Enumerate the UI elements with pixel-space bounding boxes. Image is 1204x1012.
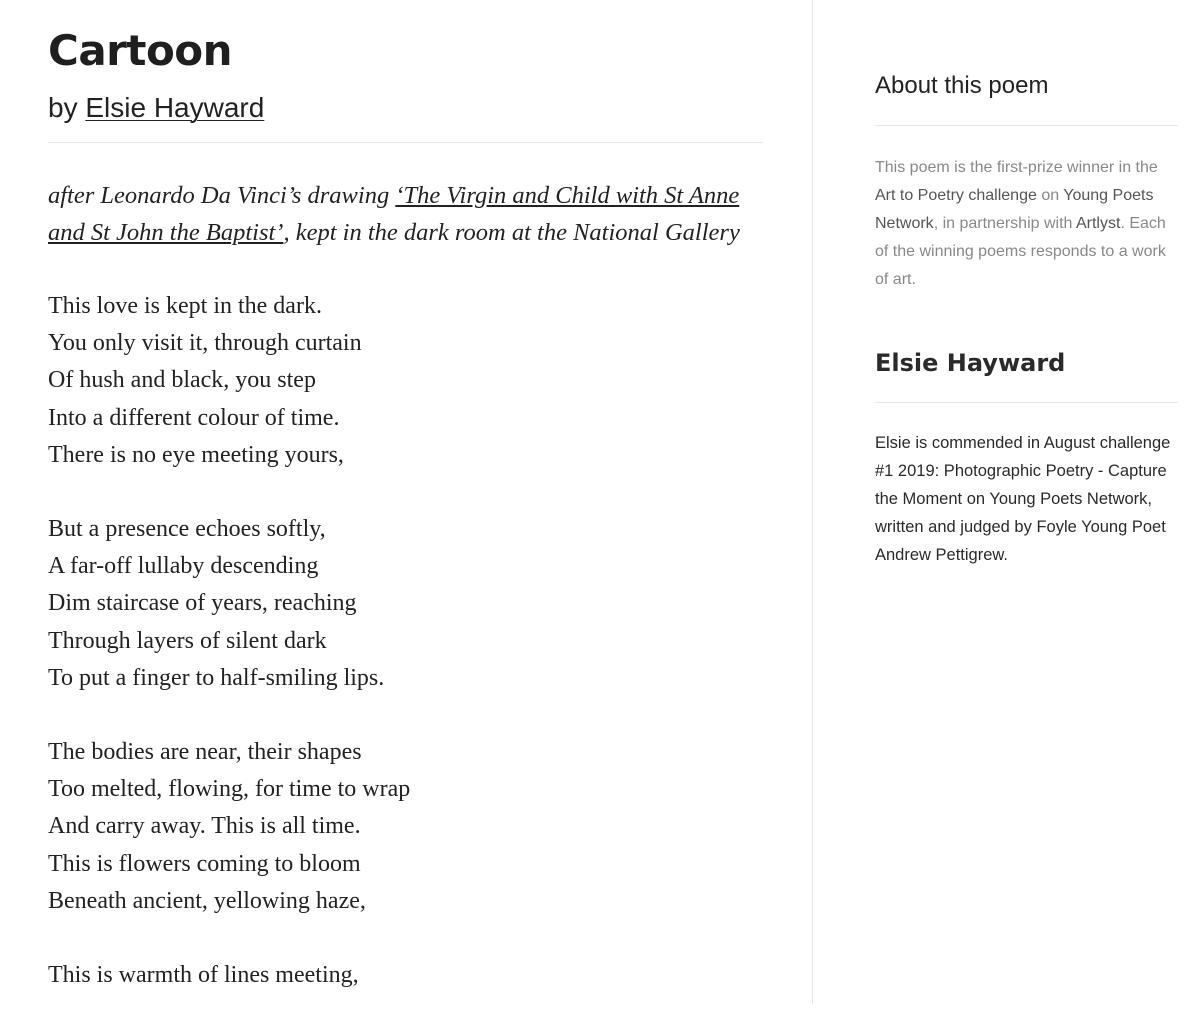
- about-text: [875, 154, 1178, 294]
- about-heading: About this poem: [875, 72, 1049, 99]
- poem-line: The bodies are near, their shapes: [48, 739, 362, 766]
- epigraph-suffix: , kept in the dark room at the National Gallery: [283, 219, 740, 246]
- author-bio: Elsie is commended in August challenge #1 2019: Photographic Poetry - Capture the Moment on Young Poets Network, written and judged by Foyle Young Poet Andrew Pettigrew.: [875, 434, 1171, 564]
- artlyst-link[interactable]: Artlyst: [1075, 215, 1121, 232]
- title-divider: [48, 142, 762, 143]
- poem-main: [48, 0, 762, 994]
- about-text-2: on: [1036, 187, 1064, 204]
- poem-line: Into a different colour of time.: [48, 404, 340, 431]
- stanza: [48, 734, 762, 920]
- young-poets-network-link[interactable]: Young Poets Network: [875, 187, 1154, 232]
- poem-line: There is no eye meeting yours,: [48, 441, 344, 468]
- about-text-3: , in partnership with: [933, 215, 1076, 232]
- poem-line: But a presence echoes softly,: [48, 516, 326, 543]
- epigraph-prefix: after Leonardo Da Vinci’s drawing: [48, 182, 396, 209]
- about-text-1: This poem is the first-prize winner in the: [875, 159, 1158, 176]
- art-to-poetry-link[interactable]: Art to Poetry challenge: [875, 187, 1037, 204]
- about-divider: [875, 125, 1178, 126]
- stanza: [48, 511, 762, 697]
- artwork-link[interactable]: ‘The Virgin and Child with St Anne and St John the Baptist’: [48, 182, 740, 246]
- poem-line: This is warmth of lines meeting,: [48, 962, 359, 989]
- poem-line: Beneath ancient, yellowing haze,: [48, 887, 366, 914]
- poem-line: This is flowers coming to bloom: [48, 850, 361, 877]
- author-divider: [875, 402, 1178, 403]
- sidebar: [875, 0, 1178, 569]
- stanza: [48, 288, 762, 474]
- column-divider: [812, 0, 813, 1004]
- poem-line: This love is kept in the dark.: [48, 293, 322, 319]
- byline-prefix: by: [48, 92, 86, 123]
- poem-line: Of hush and black, you step: [48, 367, 316, 394]
- epigraph: [48, 177, 762, 251]
- poem-line: Dim staircase of years, reaching: [48, 590, 357, 617]
- byline: [48, 90, 762, 126]
- poem-line: And carry away. This is all time.: [48, 813, 361, 840]
- poem-line: Too melted, flowing, for time to wrap: [48, 776, 411, 803]
- about-text-4: . Each of the winning poems responds to a work of art.: [875, 215, 1166, 288]
- poem-title: Cartoon: [48, 26, 233, 75]
- poem-line: Through layers of silent dark: [48, 627, 327, 654]
- poem-line: You only visit it, through curtain: [48, 330, 362, 357]
- poem-line: A far-off lullaby descending: [48, 553, 319, 580]
- poem-line: To put a finger to half-smiling lips.: [48, 664, 385, 691]
- author-heading: Elsie Hayward: [875, 349, 1066, 377]
- author-link[interactable]: Elsie Hayward: [85, 92, 265, 123]
- stanza: [48, 957, 762, 994]
